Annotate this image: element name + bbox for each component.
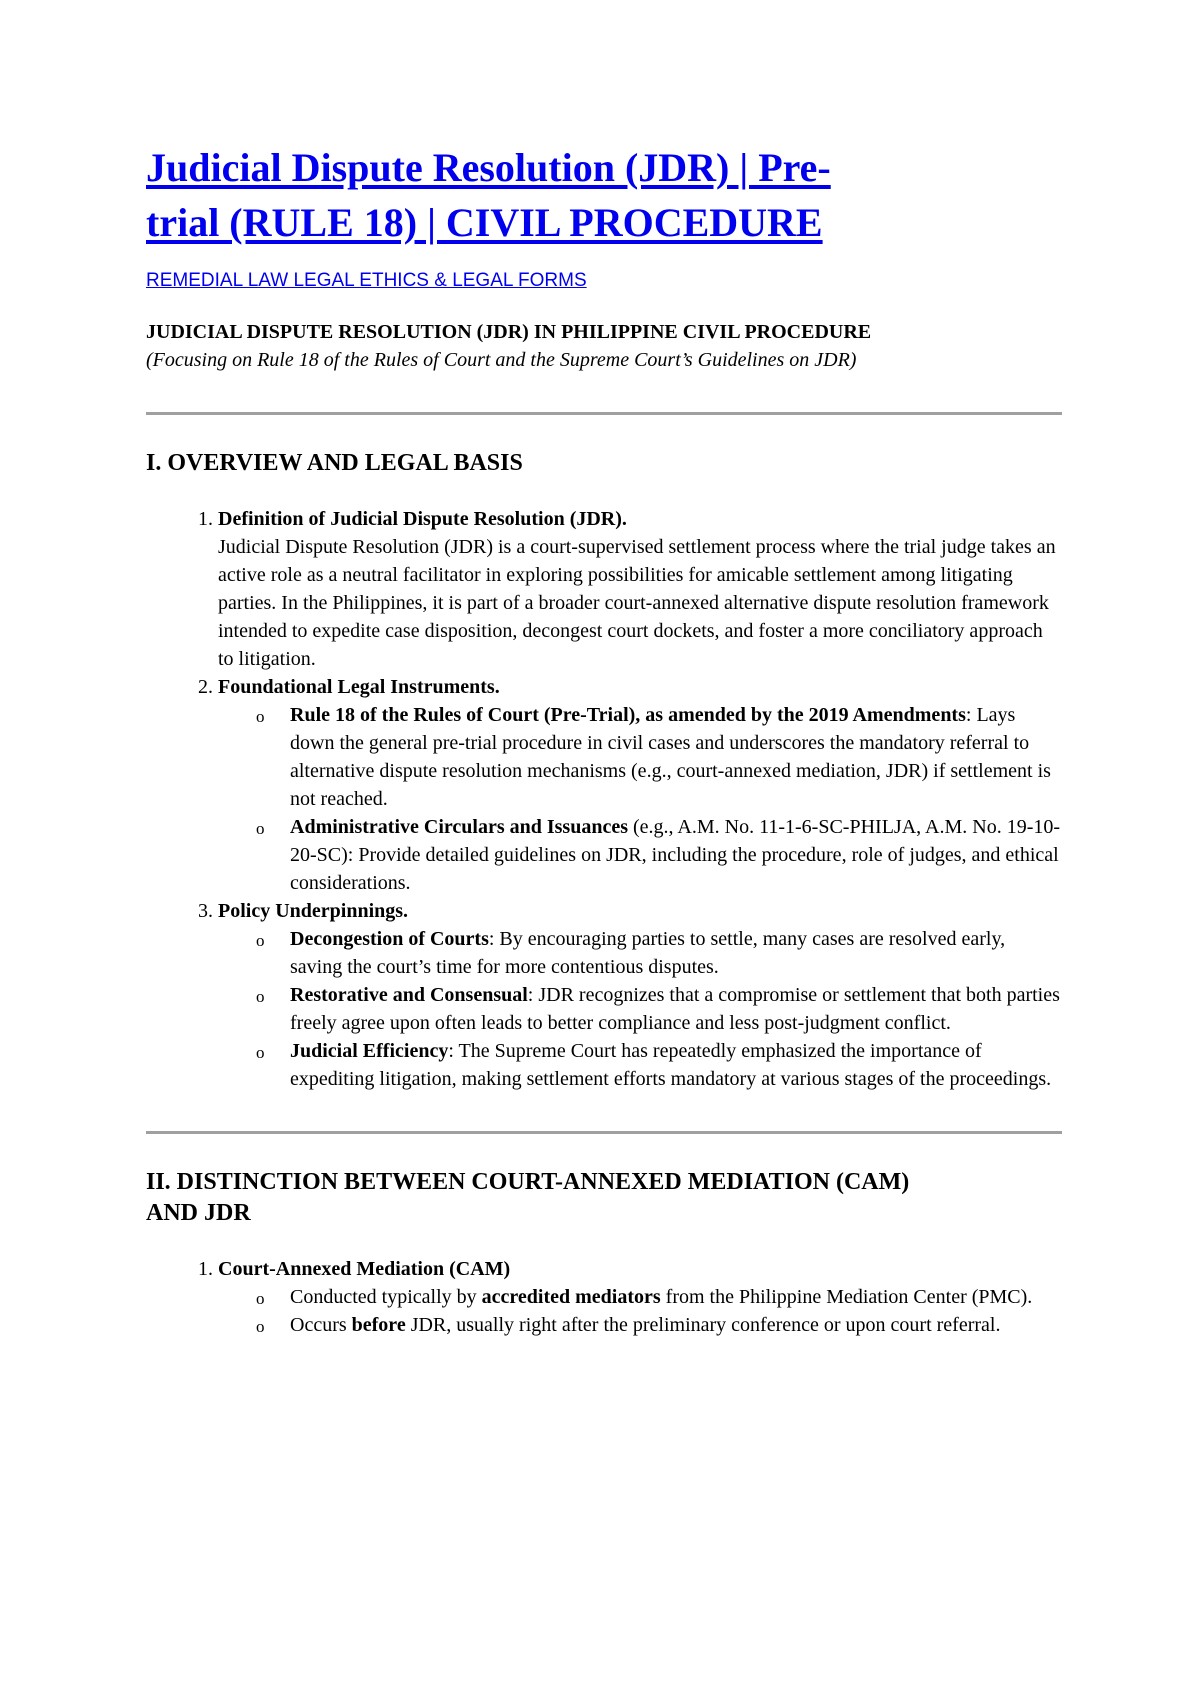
- divider-2: [146, 1131, 1062, 1134]
- sub-item-text: : Lays down the general pre-trial procedure in civil cases and underscores the mandatory referral to alternative dispute resolution mechanisms (e.g., court-annexed mediation, JDR) if settlement is not reached.: [290, 704, 1051, 811]
- list-item: [218, 1255, 1062, 1339]
- document-subheading: (Focusing on Rule 18 of the Rules of Court and the Supreme Court’s Guidelines on JDR): [146, 349, 857, 372]
- title-line-1: Judicial Dispute Resolution (JDR) | Pre-: [146, 145, 831, 190]
- sub-item-term: Administrative Circulars and Issuances: [290, 816, 628, 839]
- category-link[interactable]: REMEDIAL LAW LEGAL ETHICS & LEGAL FORMS: [146, 270, 587, 292]
- section-1-list: [146, 505, 1062, 1093]
- item-body: Judicial Dispute Resolution (JDR) is a court-supervised settlement process where the trial judge takes an active role as a neutral facilitator in exploring possibilities for amicable settlement among litigating parties. In the Philippines, it is part of a broader court-annexed alternative dispute resolution framework intended to expedite case disposition, decongest court dockets, and foster a more conciliatory approach to litigation.: [218, 536, 1056, 671]
- sub-item-term: Rule 18 of the Rules of Court (Pre-Trial), as amended by the 2019 Amendments: [290, 704, 966, 727]
- list-item: [218, 897, 1062, 1093]
- sub-list: [218, 925, 1062, 1093]
- sub-list-item: [290, 925, 1062, 981]
- category-row: [146, 270, 1062, 292]
- sub-item-text: Occurs: [290, 1314, 352, 1337]
- sub-list: [218, 701, 1062, 897]
- sub-list-item: [290, 1283, 1062, 1311]
- section-1-heading: I. OVERVIEW AND LEGAL BASIS: [146, 450, 523, 477]
- sub-item-term: before: [351, 1314, 406, 1337]
- sub-item-text: JDR, usually right after the preliminary conference or upon court referral.: [405, 1314, 1001, 1337]
- sub-item-term: accredited mediators: [481, 1286, 661, 1309]
- sub-item-text: : By encouraging parties to settle, many cases are resolved early, saving the court’s time for more contentious disputes.: [290, 928, 1006, 979]
- page-title: [146, 140, 1062, 250]
- sub-item-text: from the Philippine Mediation Center (PMC).: [660, 1286, 1033, 1309]
- sub-item-term: Decongestion of Courts: [290, 928, 489, 951]
- item-title: Definition of Judicial Dispute Resolution (JDR).: [218, 508, 627, 531]
- sub-item-term: Judicial Efficiency: [290, 1040, 449, 1063]
- item-title: Foundational Legal Instruments.: [218, 676, 500, 699]
- list-item: [218, 673, 1062, 897]
- sub-list-item: [290, 981, 1062, 1037]
- sub-list-item: [290, 1037, 1062, 1093]
- section-2-list: [146, 1255, 1062, 1339]
- sub-list-item: [290, 1311, 1062, 1339]
- sub-item-text: : JDR recognizes that a compromise or settlement that both parties freely agree upon often leads to better compliance and less post-judgment conflict.: [290, 984, 1060, 1035]
- section-2-heading-line-1: II. DISTINCTION BETWEEN COURT-ANNEXED MEDIATION (CAM): [146, 1169, 910, 1196]
- sub-item-text: (e.g., A.M. No. 11-1-6-SC-PHILJA, A.M. No. 19-10-20-SC): Provide detailed guidelines on JDR, including the procedure, role of judges, and ethical considerations.: [290, 816, 1061, 895]
- sub-list: [218, 1283, 1062, 1339]
- title-line-2: trial (RULE 18) | CIVIL PROCEDURE: [146, 200, 823, 246]
- section-2-heading-line-2: AND JDR: [146, 1200, 251, 1227]
- sub-item-text: Conducted typically by: [290, 1286, 482, 1309]
- sub-item-term: Restorative and Consensual: [290, 984, 528, 1007]
- title-link[interactable]: [146, 145, 831, 245]
- sub-list-item: [290, 701, 1062, 813]
- item-title: Court-Annexed Mediation (CAM): [218, 1258, 511, 1281]
- document-heading: JUDICIAL DISPUTE RESOLUTION (JDR) IN PHILIPPINE CIVIL PROCEDURE: [146, 321, 872, 344]
- sub-list-item: [290, 813, 1062, 897]
- divider-1: [146, 412, 1062, 415]
- sub-item-text: : The Supreme Court has repeatedly emphasized the importance of expediting litigation, making settlement efforts mandatory at various stages of the proceedings.: [290, 1040, 1052, 1091]
- item-title: Policy Underpinnings.: [218, 900, 409, 923]
- list-item: [218, 505, 1062, 673]
- section-2-heading: [146, 1167, 1062, 1229]
